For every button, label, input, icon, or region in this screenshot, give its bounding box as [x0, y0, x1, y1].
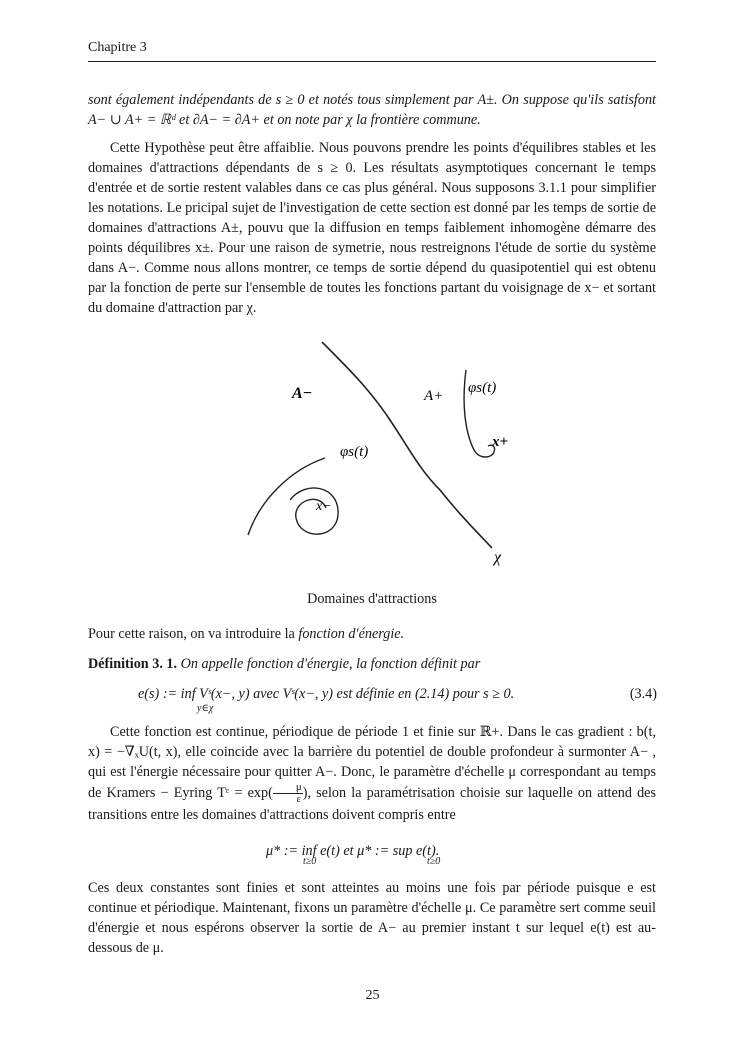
equation-energy: e(s) := inf Vˢ(x−, y) avec Vˢ(x−, y) est définie en (2.14) pour s ≥ 0. — [138, 686, 515, 702]
header-rule — [88, 61, 656, 62]
figure-caption: Domaines d'attractions — [307, 591, 437, 607]
label-a-plus: A+ — [424, 388, 444, 404]
label-x-plus: x+ — [492, 434, 509, 450]
mu-inf-subscript: t≥0 — [303, 856, 317, 867]
energy-text-b: ), selon la paramétrisation choisie sur laquelle on attend des transitions entre les domaines d'attractions doivent compris entre — [88, 784, 656, 823]
equation-number: (3.4) — [629, 686, 657, 702]
label-phi-right: φs(t) — [468, 380, 497, 396]
paragraph-introduction — [88, 624, 656, 644]
label-x-minus: x− — [316, 499, 332, 514]
label-a-minus: A− — [292, 385, 313, 402]
definition-text: On appelle fonction d'énergie, la fonction définit par — [180, 656, 481, 672]
running-header: Chapitre 3 — [88, 40, 147, 55]
intro-text: Pour cette raison, on va introduire la — [88, 626, 295, 642]
label-chi: χ — [494, 549, 502, 566]
fraction-numerator: μ — [273, 782, 303, 794]
paragraph-energy-properties — [88, 722, 656, 825]
mu-sup-subscript: t≥0 — [427, 856, 441, 867]
fraction-denominator: ε — [296, 793, 302, 805]
definition-label: Définition 3. 1. — [88, 656, 178, 672]
paragraph-hypothesis-discussion: Cette Hypothèse peut être affaiblie. Nous pouvons prendre les points d'équilibres stables et les domaines d'attractions dépendants de s ≥ 0. Les résultats asymptotiques concernant le temps d'entrée et de sortie restent valables dans ce cas plus général. Nous supposons 3.1.1 pour simplifier les notations. Le pricipal sujet de l'investigation de cette section est donné par les temps de sortie de domaines d'attractions A±, pouvu que la diffusion en temps faiblement inhomogène démarre des points déquilibres x±. Pour une raison de symetrie, nous restreignons l'étude de sortie du système dans A−. Comme nous allons montrer, ce temps de sortie dépend du quasipotentiel qui est obtenu par la fonction de perte sur l'ensemble de toutes les fonctions partant du voisignage de x− et sortant du domaine d'attraction par χ. — [88, 140, 656, 316]
intro-emphasis: fonction d'énergie. — [298, 626, 405, 642]
energy-text-a: Cette fonction est continue, périodique de période 1 et finie sur ℝ+. Dans le cas gradient : b(t, x) = −∇ₓU(t, x), elle coincide avec la barrière du potentiel de double profondeur à surmonter A− , qui est l'énergie nécessaire pour quitter A−. Donc, le paramètre d'échelle μ correspondant au temps de Kramers − Eyring Tᵋ = exp( — [88, 724, 656, 801]
phi-left-trajectory — [248, 458, 325, 535]
label-phi-left: φs(t) — [340, 444, 369, 460]
equation-mu-bounds: μ* := inf e(t) et μ* := sup e(t). — [266, 843, 440, 859]
page-number: 25 — [365, 988, 380, 1003]
paragraph-constants: Ces deux constantes sont finies et sont atteintes au moins une fois par période puisque e est continue et périodique. Maintenant, fixons un paramètre d'échelle μ. Ce paramètre sert comme seuil d'énergie et nous espérons observer la sortie de A− au premier instant t sur lequel e(t) est au-dessous de μ. — [88, 880, 656, 956]
attraction-domains-figure — [230, 330, 520, 570]
fraction-mu-epsilon — [273, 782, 303, 805]
definition-block — [88, 654, 656, 674]
equation-subscript: y∈χ — [197, 703, 214, 714]
paragraph-hypothesis-end: sont également indépendants de s ≥ 0 et notés tous simplement par A±. On suppose qu'ils satisfont A− ∪ A+ = ℝᵈ et ∂A− = ∂A+ et on note par χ la frontière commune. — [88, 92, 656, 128]
